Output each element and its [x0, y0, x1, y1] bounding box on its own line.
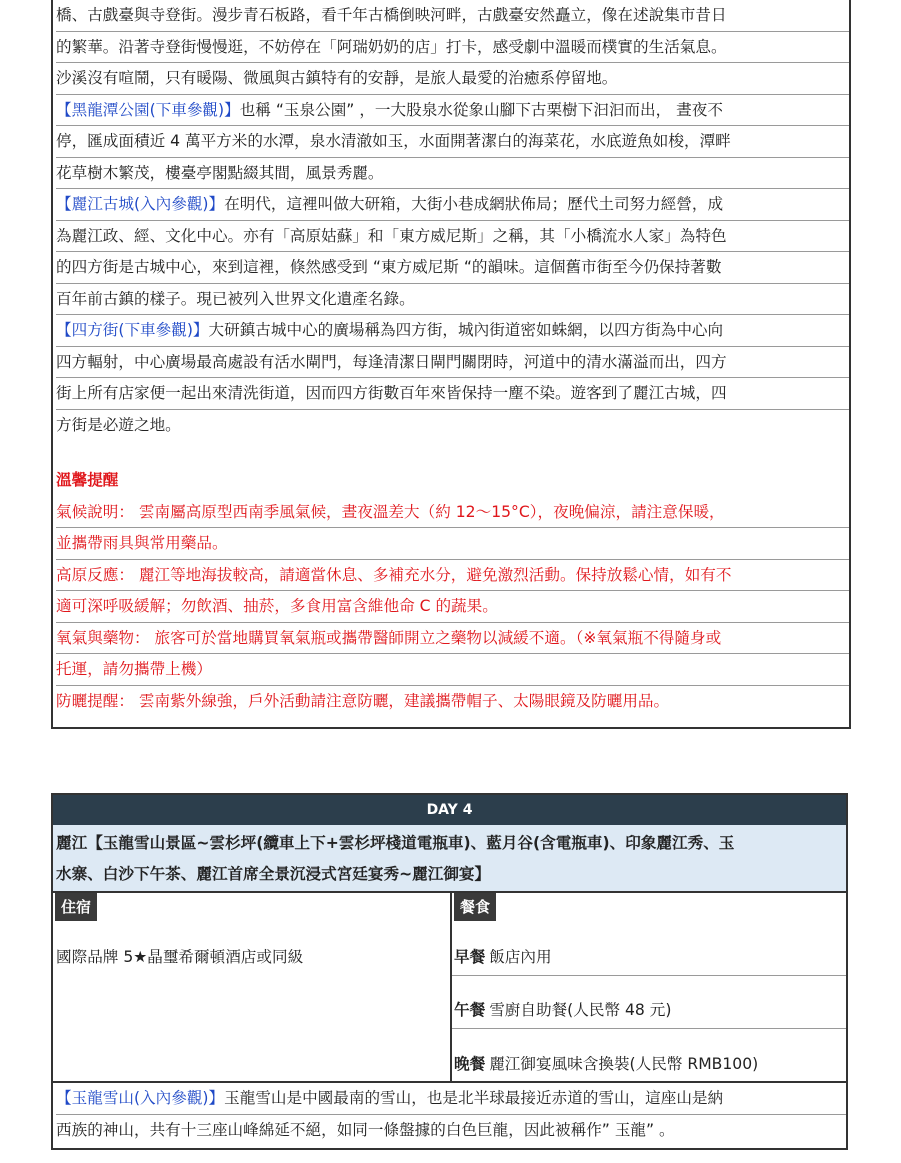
sifang-line: 街上所有店家便一起出來清洗街道，因而四方街數百年來皆保持一塵不染。遊客到了麗江古城，四: [56, 378, 849, 410]
meals-column: [452, 893, 846, 1081]
heilongtan-title: 【黑龍潭公園(下車參觀)】: [56, 100, 240, 119]
sifang-text: 大研鎮古城中心的廣場稱為四方街，城內街道密如蛛網，以四方街為中心向: [208, 321, 724, 339]
intro-line: 沙溪沒有喧鬧，只有暖陽、微風與古鎮特有的安靜，是旅人最愛的治癒系停留地。: [56, 63, 849, 95]
breakfast-row: [452, 945, 846, 969]
route-line: 麗江【玉龍雪山景區~雲杉坪(纜車上下+雲杉坪棧道電瓶車)、藍月谷(含電瓶車)、印象麗江秀、玉: [56, 834, 735, 852]
reminder-sun: 防曬提醒： 雲南紫外線強，戶外活動請注意防曬，建議攜帶帽子、太陽眼鏡及防曬用品。: [56, 691, 670, 710]
heilongtan-line: 停，匯成面積近 4 萬平方米的水潭，泉水清澈如玉，水面開著潔白的海菜花，水底遊魚如梭，潭畔: [56, 126, 849, 158]
day4-box: [51, 793, 848, 1150]
lunch-value: 雪廚自助餐(人民幣 48 元): [489, 1001, 672, 1019]
old-town-line: 為麗江政、經、文化中心。亦有「高原姑蘇」和「東方威尼斯」之稱，其「小橋流水人家」為特色: [56, 221, 849, 253]
divider: [452, 975, 846, 976]
yulong-title: 【玉龍雪山(入內參觀)】: [56, 1089, 225, 1107]
yulong-text: 玉龍雪山是中國最南的雪山，也是北半球最接近赤道的雪山，這座山是納: [224, 1089, 724, 1107]
sifang-paragraph: [56, 315, 849, 347]
yulong-description: [53, 1083, 846, 1146]
breakfast-value: 飯店內用: [489, 948, 552, 966]
lodging-column: [53, 893, 452, 1081]
reminder-altitude: 高原反應： 麗江等地海拔較高，請適當休息、多補充水分，避免激烈活動。保持放鬆心情，如有不: [56, 560, 849, 592]
meals-label: 餐食: [454, 893, 496, 921]
heilongtan-text: 也稱 “玉泉公園” ，一大股泉水從象山腳下古栗樹下汩汩而出， 晝夜不: [239, 100, 723, 119]
spacer: [56, 441, 849, 465]
route-line: 水寨、白沙下午茶、麗江首席全景沉浸式宮廷宴秀~麗江御宴】: [56, 865, 491, 883]
reminder-climate: 並攜帶雨具與常用藥品。: [56, 528, 849, 560]
divider: [452, 1028, 846, 1029]
old-town-line: 百年前古鎮的樣子。現已被列入世界文化遺產名錄。: [56, 284, 849, 316]
dinner-row: [452, 1052, 846, 1076]
breakfast-label: 早餐: [454, 948, 486, 966]
lunch-label: 午餐: [454, 1001, 486, 1019]
old-town-title: 【麗江古城(入內參觀)】: [56, 195, 225, 213]
intro-line: 的繁華。沿著寺登街慢慢逛，不妨停在「阿瑞奶奶的店」打卡，感受劇中溫暖而樸實的生活氣息。: [56, 32, 849, 64]
dinner-value: 麗江御宴風味含換裝(人民幣 RMB100): [489, 1055, 759, 1073]
heilongtan-paragraph: [56, 95, 849, 127]
reminder-climate: 氣候說明： 雲南屬高原型西南季風氣候，晝夜溫差大（約 12～15°C），夜晚偏涼，請注意保暖，: [56, 497, 849, 529]
lodging-meals-row: [53, 893, 846, 1083]
day4-route: [53, 825, 846, 893]
sifang-line: 四方輻射，中心廣場最高處設有活水閘門，每逢清潔日閘門關閉時，河道中的清水滿溢而出，四方: [56, 347, 849, 379]
dinner-label: 晚餐: [454, 1055, 486, 1073]
sifang-title: 【四方街(下車參觀)】: [56, 321, 209, 339]
lunch-row: [452, 998, 846, 1022]
reminder-title: 溫馨提醒: [56, 471, 119, 489]
yulong-line: 西族的神山，共有十三座山峰綿延不絕，如同一條盤據的白色巨龍，因此被稱作” 玉龍” 。: [56, 1120, 675, 1139]
heilongtan-line: 花草樹木繁茂，樓臺亭閣點綴其間，風景秀麗。: [56, 158, 849, 190]
lodging-label: 住宿: [55, 893, 97, 921]
hotel-name: 國際品牌 5★晶璽希爾頓酒店或同級: [56, 948, 304, 966]
old-town-text: 在明代，這裡叫做大研箱，大街小巷成網狀佈局；歷代土司努力經營，成: [224, 195, 724, 213]
old-town-line: 的四方街是古城中心，來到這裡，倏然感受到 “東方威尼斯 “的韻味。這個舊市街至今仍保持著數: [56, 252, 849, 284]
day3-content-box: [51, 0, 851, 729]
day-header: DAY 4: [53, 795, 846, 825]
reminder-oxygen: 托運，請勿攜帶上機）: [56, 654, 849, 686]
reminder-oxygen: 氧氣與藥物： 旅客可於當地購買氧氣瓶或攜帶醫師開立之藥物以減緩不適。（※氧氣瓶不得隨身或: [56, 623, 849, 655]
sifang-line: 方街是必遊之地。: [56, 415, 181, 434]
old-town-paragraph: [56, 189, 849, 221]
yulong-paragraph: [56, 1083, 846, 1115]
intro-line: 橋、古戲臺與寺登街。漫步青石板路，看千年古橋倒映河畔，古戲臺安然矗立，像在述說集市昔日: [56, 0, 849, 32]
reminder-altitude: 適可深呼吸緩解；勿飲酒、抽菸，多食用富含維他命 C 的蔬果。: [56, 591, 849, 623]
